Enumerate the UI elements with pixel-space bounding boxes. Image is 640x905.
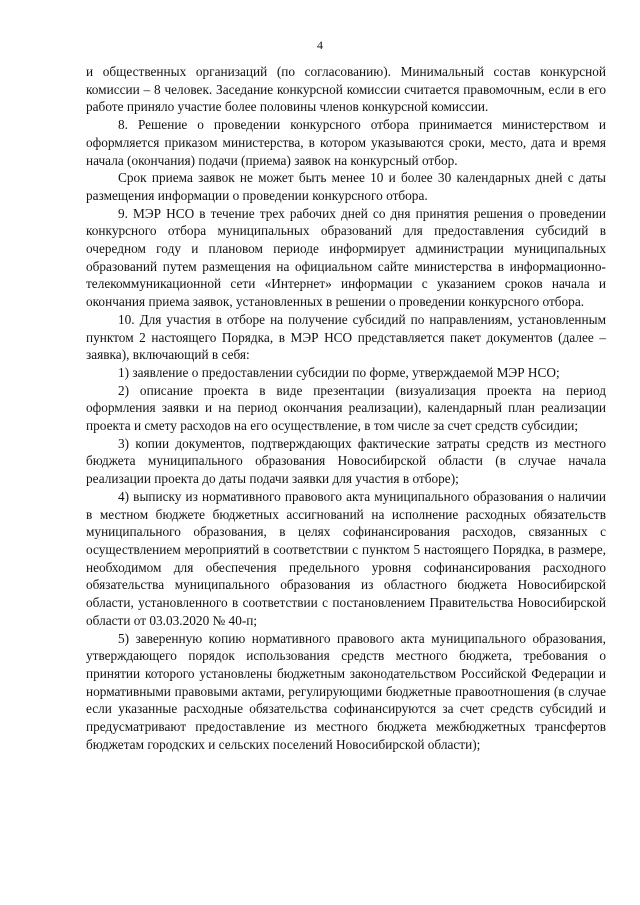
paragraph-application-period: Срок приема заявок не может быть менее 10 и более 30 календарных дней с даты размещения информации о проведении конкурсного отбора.: [86, 170, 606, 203]
paragraph-subitem-1: 1) заявление о предоставлении субсидии по форме, утверждаемой МЭР НСО;: [118, 364, 560, 380]
paragraph-subitem-2: 2) описание проекта в виде презентации (визуализация проекта на период оформления заявки и на период окончания реализации), календарный план реализации проекта и смету расходов на его осуществление, в том числе за счет средств субсидии;: [86, 382, 606, 434]
paragraph-item-10: 10. Для участия в отборе на получение субсидий по направлениям, установленным пунктом 2 настоящего Порядка, в МЭР НСО представляется пакет документов (далее – заявка), включающий в себя:: [86, 311, 606, 363]
paragraph-subitem-3: 3) копии документов, подтверждающих фактические затраты средств из местного бюджета муниципального образования Новосибирской области (в случае начала реализации проекта до даты подачи заявки для участия в отборе);: [86, 435, 606, 487]
paragraph-subitem-4: 4) выписку из нормативного правового акта муниципального образования о наличии в местном бюджете бюджетных ассигнований на исполнение расходных обязательств муниципального образования, в целях софинансирования расходов, связанных с осуществлением мероприятий в соответствии с пунктом 5 настоящего Порядка, в размере, необходимом для обеспечения предельного уровня софинансирования расходного обязательства муниципального образования из областного бюджета Новосибирской области, установленного в соответствии с постановлением Правительства Новосибирской области от 03.03.2020 № 40-п;: [86, 488, 606, 628]
paragraph-commission-continuation: и общественных организаций (по согласованию). Минимальный состав конкурсной комиссии – 8 человек. Заседание конкурсной комиссии считается правомочным, если в его работе приняло участие более половины членов конкурсной комиссии.: [86, 64, 606, 115]
paragraph-item-9: 9. МЭР НСО в течение трех рабочих дней со дня принятия решения о проведении конкурсного отбора муниципальных образований для предоставления субсидий в очередном году и плановом периоде информирует администрации муниципальных образований путем размещения на официальном сайте министерства в информационно-телекоммуникационной сети «Интернет» информации с указанием сроков начала и окончания приема заявок, установленных в решении о проведении конкурсного отбора.: [86, 205, 606, 310]
document-body: [86, 63, 606, 753]
page-number: 4: [317, 38, 323, 52]
paragraph-item-8: 8. Решение о проведении конкурсного отбора принимается министерством и оформляется приказом министерства, в котором указываются сроки, место, дата и время начала (окончания) подачи (приема) заявок на конкурсный отбор.: [86, 117, 606, 168]
paragraph-subitem-5: 5) заверенную копию нормативного правового акта муниципального образования, утверждающего порядок использования средств местного бюджета, требования о принятии которого установлены бюджетным законодательством Российской Федерации и нормативными правовыми актами, регулирующими бюджетные правоотношения (в случае если указанные расходные обязательства софинансируются за счет средств субсидий и предусматривают предоставление из местного бюджета межбюджетных трансфертов бюджетам городских и сельских поселений Новосибирской области);: [86, 630, 606, 752]
